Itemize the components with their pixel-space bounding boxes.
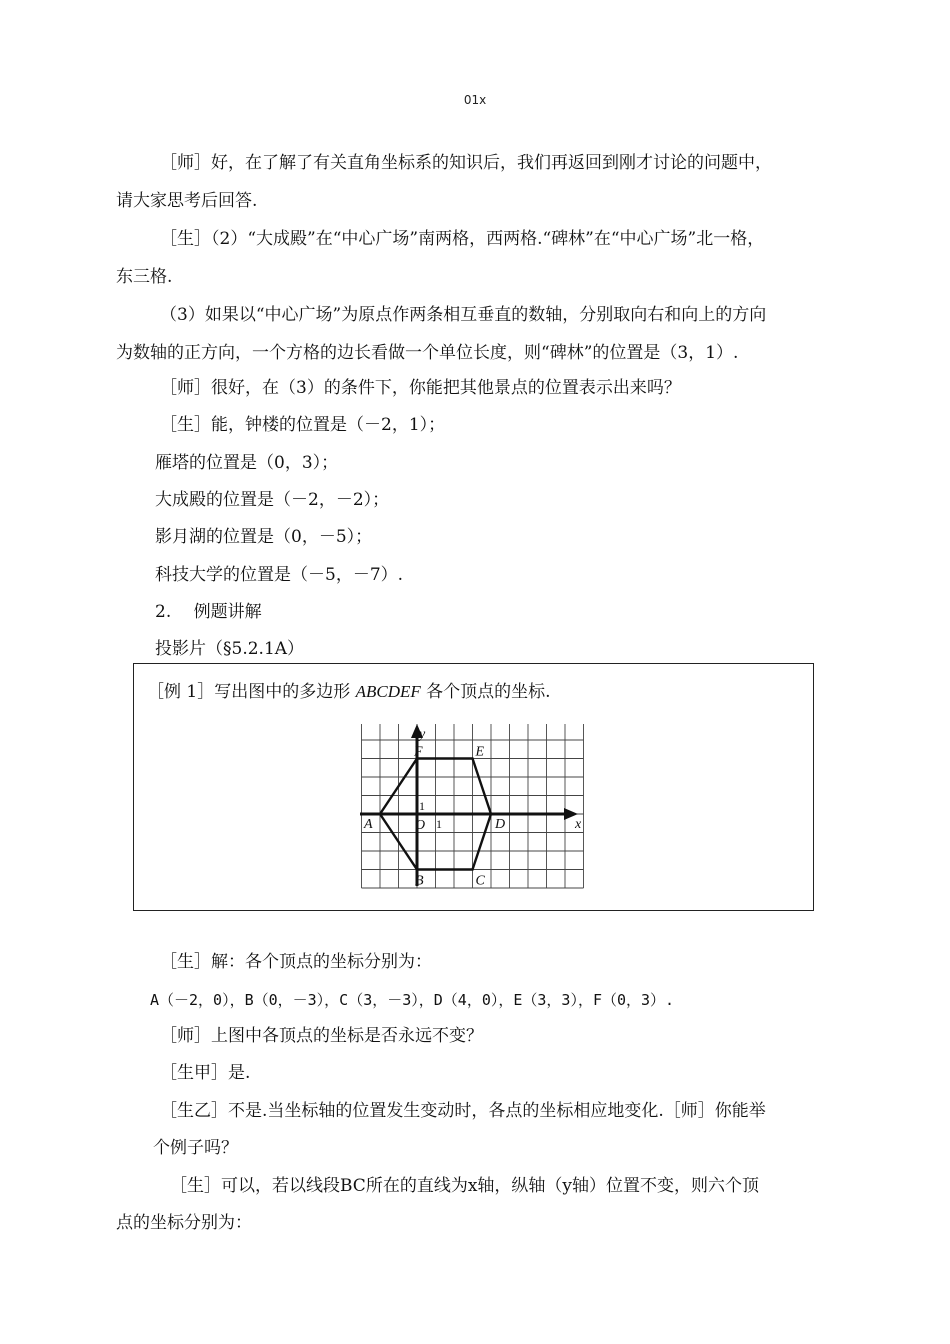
answer-line: ［生甲］是.	[160, 1063, 251, 1083]
grid-lines	[362, 724, 584, 888]
vertex-label-b: B	[415, 873, 424, 889]
x-axis	[360, 808, 578, 820]
section-heading: 2. 例题讲解	[155, 602, 262, 622]
paragraph-line: 影月湖的位置是（0，－5）；	[155, 527, 373, 547]
answer-line: 点的坐标分别为：	[116, 1213, 252, 1233]
paragraph-line: ［师］好，在了解了有关直角坐标系的知识后，我们再返回到刚才讨论的问题中，	[160, 153, 772, 173]
answer-line: ［生］解：各个顶点的坐标分别为：	[160, 952, 432, 972]
coordinate-figure	[356, 724, 596, 889]
x-axis-label: x	[575, 817, 582, 832]
vertex-label-e: E	[475, 744, 485, 760]
paragraph-line: ［生］（2）“大成殿”在“中心广场”南两格，西两格.“碑林”在“中心广场”北一格，	[160, 229, 765, 249]
vertex-label-c: C	[475, 873, 485, 889]
answer-line: ［师］上图中各顶点的坐标是否永远不变？	[160, 1026, 483, 1046]
page-header: 01x	[463, 93, 487, 107]
vertex-label-f: F	[414, 744, 423, 760]
coordinate-answer: A（－2，0），B（0，－3），C（3，－3），D（4，0），E（3，3），F（0，3）.	[150, 991, 675, 1009]
y-axis-label: y	[419, 727, 426, 742]
slide-reference: 投影片（§5.2.1A）	[155, 639, 305, 659]
origin-label: O	[415, 818, 426, 833]
paragraph-line: ［师］很好，在（3）的条件下，你能把其他景点的位置表示出来吗？	[160, 378, 681, 398]
paragraph-line: 科技大学的位置是（－5，－7）.	[155, 565, 404, 585]
answer-line: ［生］可以，若以线段BC所在的直线为x轴，纵轴（y轴）位置不变，则六个顶	[170, 1176, 760, 1196]
y-unit-label: 1	[419, 799, 425, 813]
x-unit-label: 1	[436, 817, 442, 831]
answer-line: ［生乙］不是.当坐标轴的位置发生变动时，各点的坐标相应地变化.［师］你能举	[160, 1101, 766, 1121]
paragraph-line: 大成殿的位置是（－2，－2）；	[155, 490, 390, 510]
paragraph-line: ［生］能，钟楼的位置是（－2，1）；	[160, 415, 446, 435]
paragraph-line: （3）如果以“中心广场”为原点作两条相互垂直的数轴，分别取向右和向上的方向	[160, 305, 767, 325]
paragraph-line: 请大家思考后回答.	[116, 191, 258, 211]
paragraph-line: 为数轴的正方向，一个方格的边长看做一个单位长度，则“碑林”的位置是（3，1）.	[116, 343, 739, 363]
polygon-name: ABCDEF	[355, 682, 421, 701]
paragraph-line: 东三格.	[116, 267, 173, 287]
answer-line: 个例子吗？	[153, 1138, 238, 1158]
paragraph-line: 雁塔的位置是（0，3）；	[155, 453, 339, 473]
example-title: ［例 1］写出图中的多边形 ABCDEF 各个顶点的坐标.	[147, 682, 551, 702]
vertex-label-d: D	[495, 817, 506, 832]
vertex-label-a: A	[364, 817, 373, 832]
